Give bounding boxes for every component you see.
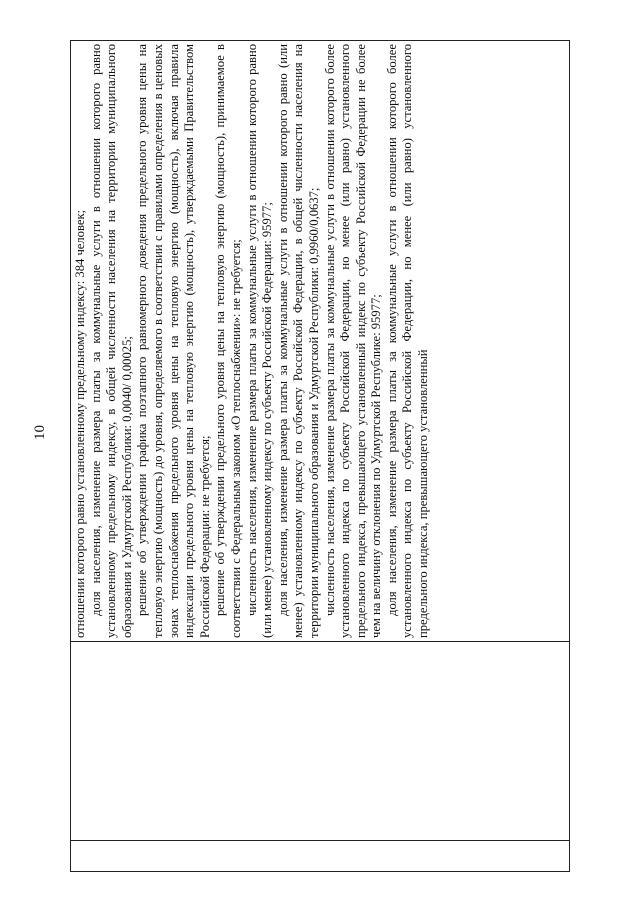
- paragraph: отношении которого равно установленному предельному индексу: 384 человек;: [73, 209, 87, 638]
- paragraph: решение об утверждении предельного уровня цены на тепловую энергию (мощность), принимаемое в соответствии с Федеральным законом «О теплоснабжении»: не требуется;: [213, 44, 243, 638]
- paragraph: доля населения, изменение размера платы за коммунальные услуги в отношении которого более установленного индекса по субъекту Российской Федерации, но менее (или равно) установленного предельного индекса, превышающего установленный: [384, 44, 431, 638]
- table-row: [71, 41, 570, 872]
- paragraph: численность населения, изменение размера платы за коммунальные услуги в отношении которого более установленного индекса по субъекту Российской Федерации, но менее (или равно) установленного предельного индекса, превышающего установленный индекс по субъекту Российской Федерации не более чем на величину отклонения по Удмуртской Республике: 95977;: [322, 44, 384, 638]
- page-number: 10: [32, 425, 48, 440]
- paragraph: доля населения, изменение размера платы за коммунальные услуги в отношении которого равно установленному предельному индексу, в общей численности населения на территории муниципального образования и Удмуртской Республики: 0,0040/ 0,00025;: [88, 44, 134, 638]
- document-table-wrapper: [70, 40, 570, 872]
- paragraph: численность населения, изменение размера платы за коммунальные услуги в отношении которого равно (или менее) установленному индексу по субъекту Российской Федерации: 95977;: [244, 44, 275, 638]
- paragraph: доля населения, изменение размера платы за коммунальные услуги в отношении которого равно (или менее) установленному индексу по субъекту Российской Федерации, в общей численности населения на территории муниципального образования и Удмуртской Республики: 0,9960/0,0637;: [275, 44, 321, 638]
- document-table: [70, 40, 570, 872]
- table-cell-number: [71, 841, 570, 872]
- cell-text-block: [71, 41, 432, 641]
- table-cell-label: [71, 642, 570, 841]
- table-cell-content: [71, 41, 570, 642]
- paragraph: решение об утверждении графика поэтапного равномерного доведения предельного уровня цены на тепловую энергию (мощность) до уровня, определяемого в соответствии с правилами определения в ценовых зонах теплоснабжения предельного уровня цены на тепловую энергию (мощность), включая правила индексации предельного уровня цены на тепловую энергию (мощность), утверждаемыми Правительством Российской Федерации: не требуется;: [135, 44, 212, 638]
